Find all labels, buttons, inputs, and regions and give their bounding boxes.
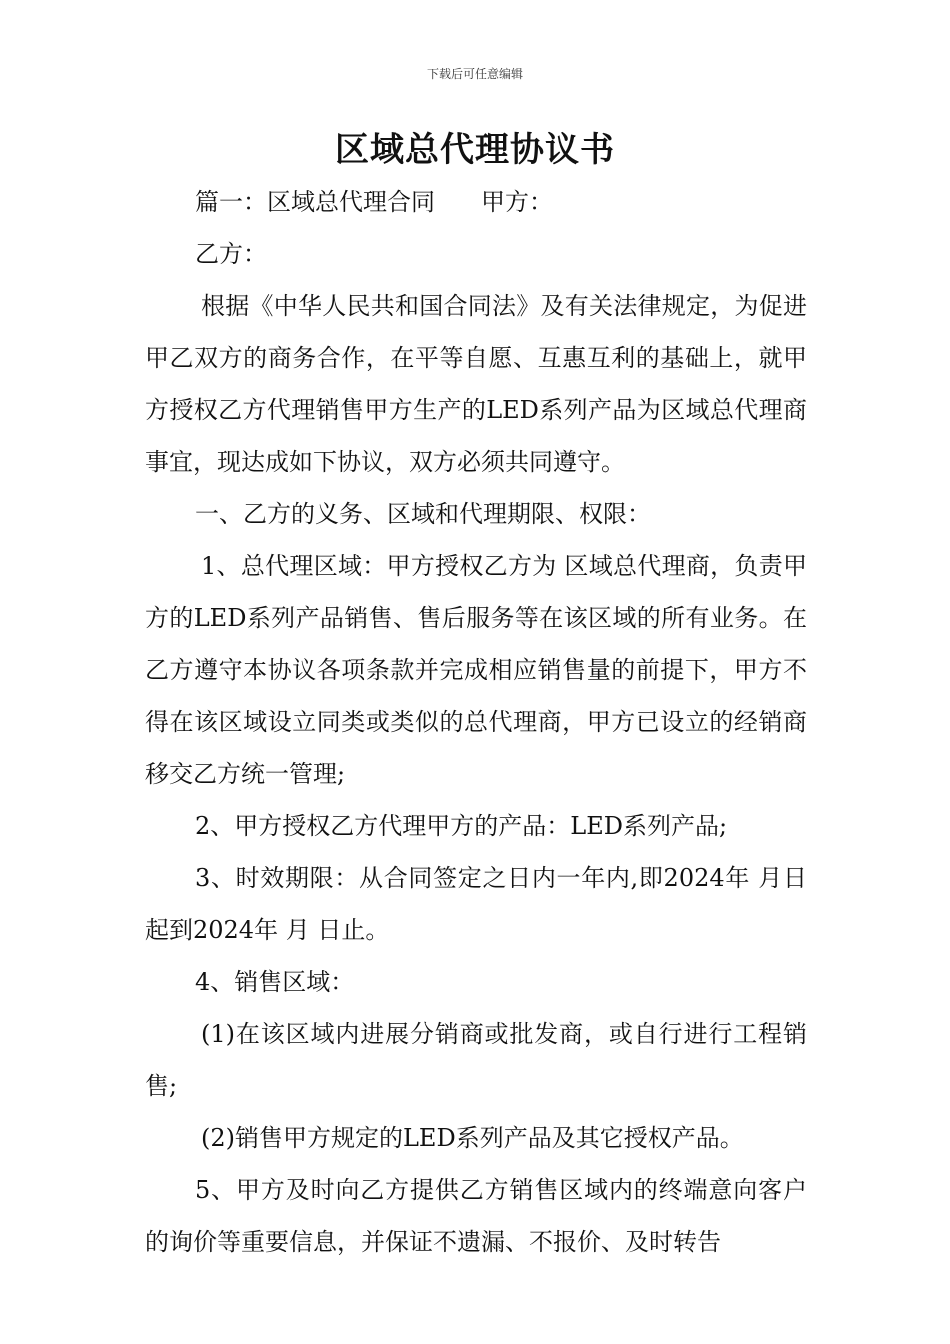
document-body (145, 176, 807, 1268)
clause-4-item-2: (2)销售甲方规定的LED系列产品及其它授权产品。 (201, 1124, 744, 1152)
party-a-label: 甲方： (481, 188, 553, 216)
party-b-label: 乙方： (195, 240, 267, 268)
clause-4: 4、销售区域： (195, 968, 355, 996)
clause-2: 2、甲方授权乙方代理甲方的产品：LED系列产品; (195, 812, 728, 840)
header-note: 下载后可任意编辑 (426, 67, 523, 81)
document-title: 区域总代理协议书 (335, 130, 615, 170)
intro-line (145, 176, 807, 228)
clause-1: 1、总代理区域：甲方授权乙方为 区域总代理商，负责甲方的LED系列产品销售、售后服务等在该区域的所有业务。在乙方遵守本协议各项条款并完成相应销售量的前提下，甲方不得在该区域设立同类或类似的总代理商，甲方已设立的经销商移交乙方统一管理; (145, 552, 807, 788)
clause-5: 5、甲方及时向乙方提供乙方销售区域内的终端意向客户的询价等重要信息，并保证不遗漏、不报价、及时转告 (145, 1176, 807, 1256)
paragraph-preamble: 根据《中华人民共和国合同法》及有关法律规定，为促进甲乙双方的商务合作，在平等自愿、互惠互利的基础上，就甲方授权乙方代理销售甲方生产的LED系列产品为区域总代理商事宜，现达成如下协议，双方必须共同遵守。 (145, 292, 807, 476)
clause-4-item-1: (1)在该区域内进展分销商或批发商，或自行进行工程销售; (145, 1020, 807, 1100)
clause-3: 3、时效期限：从合同签定之日内一年内,即2024年 月日起到2024年 月 日止。 (145, 864, 807, 944)
section-heading-1: 一、乙方的义务、区域和代理期限、权限： (195, 500, 651, 528)
intro-heading: 篇一：区域总代理合同 (195, 188, 435, 216)
